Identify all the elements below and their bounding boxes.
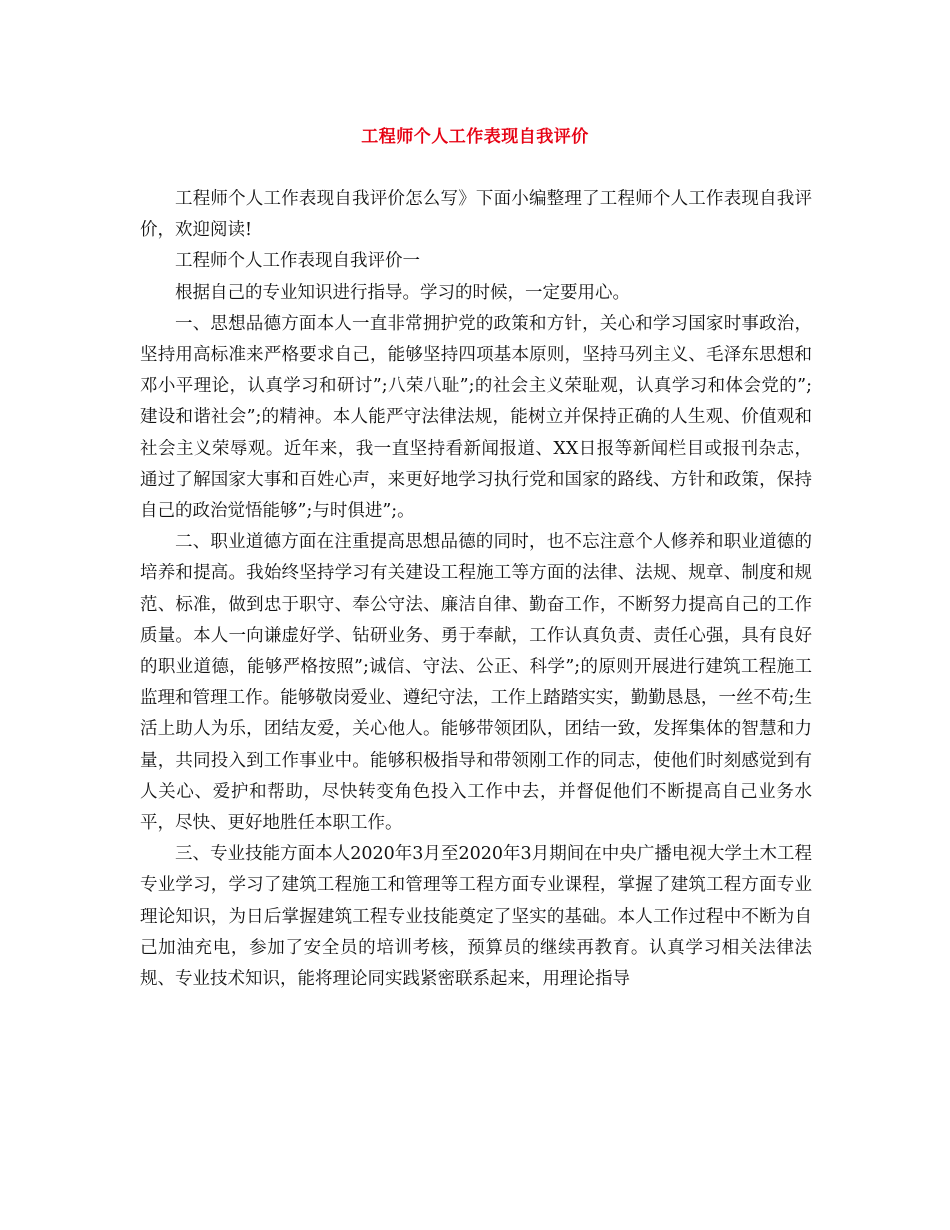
paragraph-ideology: 一、思想品德方面本人一直非常拥护党的政策和方针，关心和学习国家时事政治，坚持用高标准来严格要求自己，能够坚持四项基本原则，坚持马列主义、毛泽东思想和邓小平理论，认真学习和研讨”;八荣八耻”;的社会主义荣耻观，认真学习和体会党的”;建设和谐社会”;的精神。本人能严守法律法规，能树立并保持正确的人生观、价值观和社会主义荣辱观。近年来，我一直坚持看新闻报道、XX日报等新闻栏目或报刊杂志，通过了解国家大事和百姓心声，来更好地学习执行党和国家的路线、方针和政策，保持自己的政治觉悟能够”;与时俱进”;。 [140, 313, 812, 522]
document-title: 工程师个人工作表现自我评价 [361, 127, 589, 147]
intro-paragraph: 工程师个人工作表现自我评价怎么写》下面小编整理了工程师个人工作表现自我评价，欢迎阅读! [140, 189, 812, 241]
paragraph: 根据自己的专业知识进行指导。学习的时候，一定要用心。 [175, 282, 630, 303]
paragraph-ethics: 二、职业道德方面在注重提高思想品德的同时，也不忘注意个人修养和职业道德的培养和提高。我始终坚持学习有关建设工程施工等方面的法律、法规、规章、制度和规范、标准，做到忠于职守、奉公守法、廉洁自律、勤奋工作，不断努力提高自己的工作质量。本人一向谦虚好学、钻研业务、勇于奉献，工作认真负责、责任心强，具有良好的职业道德，能够严格按照”;诚信、守法、公正、科学”;的原则开展进行建筑工程施工监理和管理工作。能够敬岗爱业、遵纪守法，工作上踏踏实实，勤勤恳恳，一丝不苟;生活上助人为乐，团结友爱，关心他人。能够带领团队，团结一致，发挥集体的智慧和力量，共同投入到工作事业中。能够积极指导和带领刚工作的同志，使他们时刻感觉到有人关心、爱护和帮助，尽快转变角色投入工作中去，并督促他们不断提高自己业务水平，尽快、更好地胜任本职工作。 [140, 532, 812, 834]
paragraph-skills: 三、专业技能方面本人2020年3月至2020年3月期间在中央广播电视大学土木工程专业学习，学习了建筑工程施工和管理等工程方面专业课程，掌握了建筑工程方面专业理论知识，为日后掌握建筑工程专业技能奠定了坚实的基础。本人工作过程中不断为自己加油充电，参加了安全员的培训考核，预算员的继续再教育。认真学习相关法律法规、专业技术知识，能将理论同实践紧密联系起来，用理论指导 [140, 844, 812, 990]
section-heading: 工程师个人工作表现自我评价一 [175, 251, 420, 272]
document-body [140, 184, 812, 995]
